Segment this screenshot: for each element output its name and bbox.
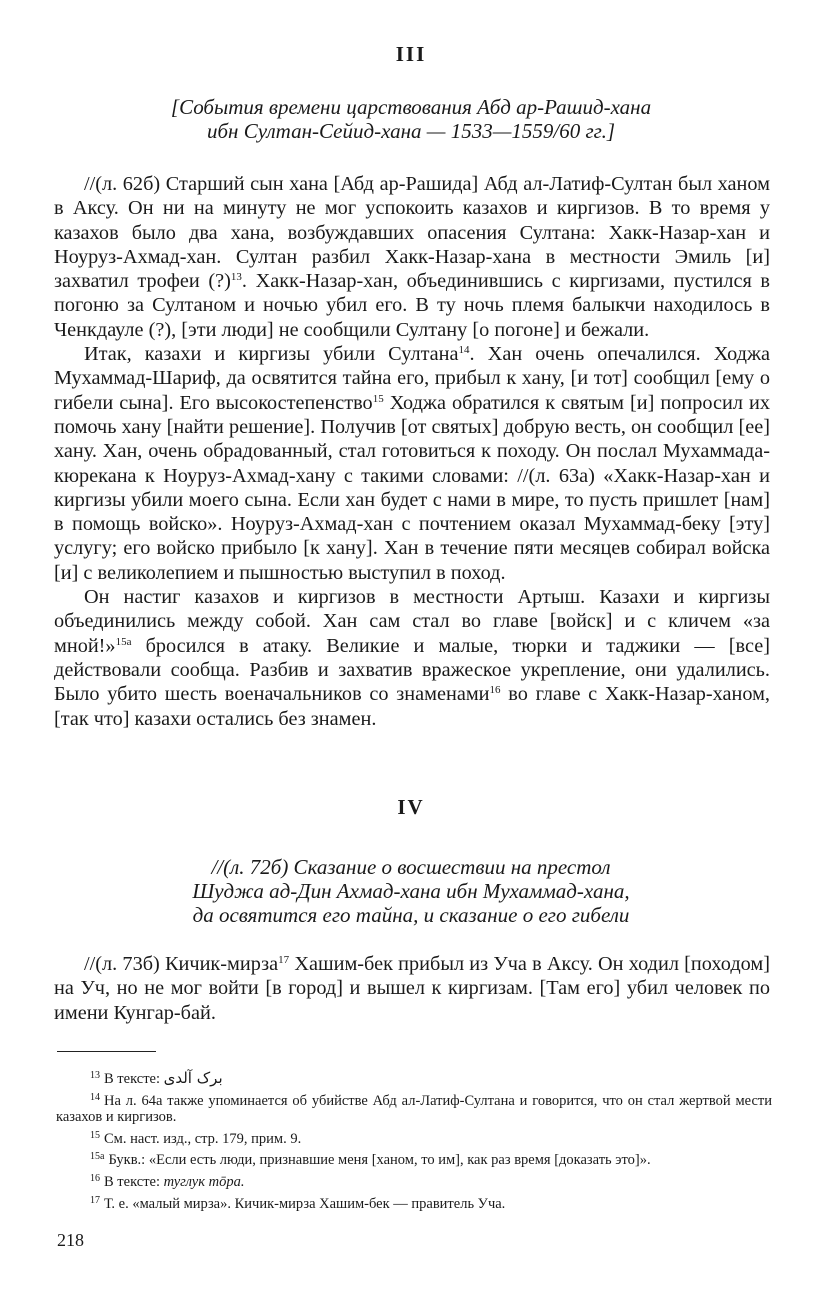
footnote: $^{17}$ Т. е. «малый мирза». Кичик-мирза Хашим-бек — правитель Уча. [90,1194,506,1212]
heading-line: Шуджа ад-Дин Ахмад-хана ибн Мухаммад-хана, [192,879,630,903]
heading-line: ибн Султан-Сейид-хана — 1533—1559/60 гг.] [207,119,615,143]
footnote-ref: 17 [278,954,290,966]
footnote-ref: 16 [489,684,501,697]
section-number-iv: IV [397,795,425,819]
footnote-ref: 15 [372,392,384,405]
footnote: $^{13}$ В тексте: برک آلدی [90,1069,223,1087]
footnote: $^{15а}$ Букв.: «Если есть люди, признавшие меня [ханом, то им], как раз время [доказать это]». [90,1151,651,1169]
paragraph: Он настиг казахов и киргизов в местности Артыш. Казахи и киргизы объединились между собой. Хан сам стал во главе [войск] и с кличем «за мной!»$^{15а}$ бросился в атаку. Великие и малые, тюрки и таджики — [все] действовали сообща. Разбив и захватив вражеское укрепление, они удалились. Было убито шесть военачальников со знаменами$^{16}$ во главе с Хакк-Назар-ханом, [так что] казахи остались без знамен. [54,586,770,730]
heading-line: да освятится его тайна, и сказание о его гибели [192,903,630,927]
footnote: $^{14}$ На л. 64а также упоминается об убийстве Абд ал-Латиф-Султана и говорится, что он стал жертвой мести казахов и киргизов. [56,1091,772,1126]
paragraph: Итак, казахи и киргизы убили Султана$^{14}$. Хан очень опечалился. Ходжа Мухаммад-Шариф, да освятится тайна его, прибыл к хану, [и тот] сообщил [ему о гибели сына]. Его высокостепенство$^{15}$ Ходжа обратился к святым [и] попросил их помочь хану [найти решение]. Получив [от святых] добрую весть, он сообщил [ее] хану. Хан, очень обрадованный, стал готовиться к походу. Он послал Мухаммада-кюрекана к Ноуруз-Ахмад-хану с такими словами: //(л. 63а) «Хакк-Назар-хан и киргизы убили моего сына. Если хан будет с нами в мире, то пусть пришлет [нам] в помощь войско». Ноуруз-Ахмад-хан с почтением оказал Мухаммад-беку [эту] услугу; его войско прибыло [к хану]. Хан в течение пяти месяцев собирал войска [и] с великолепием и пышностью выступил в поход. [54,343,770,584]
section-iii-text [54,172,770,731]
heading-line: //(л. 72б) Сказание о восшествии на престол [211,855,611,879]
footnotes [56,1068,772,1214]
section-iii-heading [60,95,762,143]
footnote-ref: 15а [115,635,132,648]
paragraph: //(л. 73б) Кичик-мирза$^{17}$ Хашим-бек прибыл из Уча в Аксу. Он ходил [походом] на Уч, но не мог войти [в город] и вышел к киргизам. [Там его] убил человек по имени Кунгар-бай. [54,953,770,1024]
footnote: $^{16}$ В тексте: туглук тōра. [90,1172,245,1190]
section-number-iii: III [395,42,427,66]
footnote-ref: 14 [458,344,470,357]
arabic-text: برک آلدی [163,1069,223,1087]
heading-line: [События времени царствования Абд ар-Рашид-хана [170,95,652,119]
page-number: 218 [57,1230,84,1250]
section-iv-heading [60,855,762,927]
footnote: $^{15}$ См. наст. изд., стр. 179, прим. 9. [90,1129,302,1147]
footnote-separator [57,1051,156,1052]
paragraph: //(л. 62б) Старший сын хана [Абд ар-Рашида] Абд ал-Латиф-Султан был ханом в Аксу. Он ни на минуту не мог успокоить казахов и киргизов. В то время у казахов было два хана, возбуждавших опасения Султана: Хакк-Назар-хан и Ноуруз-Ахмад-хан. Султан разбил Хакк-Назар-хана в местности Эмиль [и] захватил трофеи (?)$^{13}$. Хакк-Назар-хан, объединившись с киргизами, пустился в погоню за Султаном и ночью убил его. В ту ночь племя балыкчи находилось в Ченкдауле (?), [эти люди] не сообщили Султану [о погоне] и бежали. [54,173,770,341]
section-iv-text [54,952,770,1025]
footnote-ref: 13 [230,271,242,284]
